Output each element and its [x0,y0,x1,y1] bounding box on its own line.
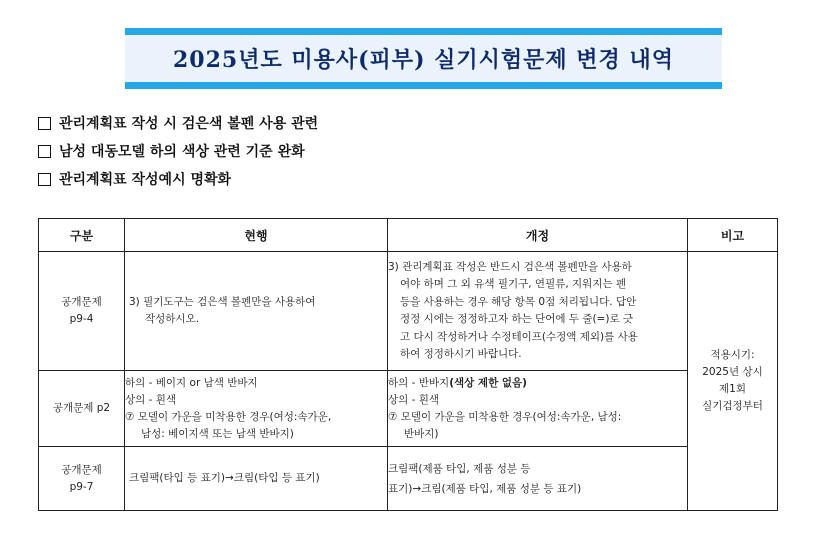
revised-line: 3) 관리계획표 작성은 반드시 검은색 볼펜만을 사용하 [388,260,632,273]
page-title: 2025년도 미용사(피부) 실기시험문제 변경 내역 [173,47,674,73]
category-cell [39,371,125,447]
note-cell [688,252,778,511]
title-banner [125,28,722,89]
category-cell [39,447,125,511]
revised-cell [388,371,688,447]
table-header-row [39,219,778,252]
changes-table [38,218,778,511]
checklist-item [38,137,318,165]
revised-line: 정정 시에는 정정하고자 하는 단어에 두 줄(=)로 긋 [400,313,634,325]
revised-line: 반바지) [404,427,439,440]
category-cell [39,252,125,371]
table-row [39,447,778,511]
category-line: 공개문제 [61,296,102,308]
current-cell [125,252,388,371]
no-color-limit-note: (색상 제한 없음) [449,376,527,389]
note-line: 2025년 상시 [702,366,763,378]
current-line: 하의 - 베이지 or 남색 반바지 [125,376,258,389]
current-line: 상의 - 흰색 [125,393,177,406]
revised-line: 상의 - 흰색 [388,393,440,406]
note-line: 제1회 [719,383,746,395]
category-line: 공개문제 p2 [52,402,111,414]
current-line: ⑦ 모델이 가운을 미착용한 경우(여성:속가운, [125,410,332,423]
header-note: 비고 [688,219,778,252]
checklist-item [38,109,318,137]
revised-line [388,375,687,392]
note-line: 적용시기: [710,349,755,361]
header-category: 구분 [39,219,125,252]
table-row [39,252,778,371]
revised-cell [388,252,688,371]
current-cell [125,447,388,511]
revised-line: 크림팩(제품 타입, 제품 성분 등 [388,462,531,475]
header-revised: 개정 [388,219,688,252]
current-line: 남성: 베이지색 또는 남색 반바지) [141,427,294,440]
checkbox-icon [38,145,51,158]
category-line: p9-7 [69,480,94,493]
current-cell [125,371,388,447]
category-line: p9-4 [69,313,94,325]
checklist-item-label: 남성 대동모델 하의 색상 관련 기준 완화 [59,144,305,160]
revised-line: 표기)→크림(제품 타입, 제품 성분 등 표기) [388,482,582,495]
checklist-item-label: 관리계획표 작성예시 명확화 [59,172,232,188]
category-line: 공개문제 [61,463,102,476]
revised-cell [388,447,688,511]
checklist-item-label: 관리계획표 작성 시 검은색 볼펜 사용 관련 [59,116,319,132]
revised-line: 여야 하며 그 외 유색 필기구, 연필류, 지워지는 펜 [400,278,627,290]
revised-line: 하여 정정하시기 바랍니다. [400,348,522,360]
revised-line: 등을 사용하는 경우 해당 항목 0점 처리됩니다. 답안 [400,295,637,308]
revised-line: 고 다시 작성하거나 수정테이프(수정액 제외)를 사용 [400,330,638,343]
current-line: 크림팩(타입 등 표기)→크림(타입 등 표기) [129,472,320,484]
current-line: 작성하시오. [145,313,200,325]
header-current: 현행 [125,219,388,252]
current-line: 3) 필기도구는 검은색 볼펜만을 사용하여 [129,296,316,308]
checklist [38,109,318,193]
checkbox-icon [38,173,51,186]
note-line: 실기검정부터 [702,400,763,412]
checklist-item [38,165,318,193]
revised-bottoms-text: 하의 - 반바지 [388,376,450,389]
table-row [39,371,778,447]
checkbox-icon [38,117,51,130]
revised-line: ⑦ 모델이 가운을 미착용한 경우(여성:속가운, 남성: [388,410,622,423]
